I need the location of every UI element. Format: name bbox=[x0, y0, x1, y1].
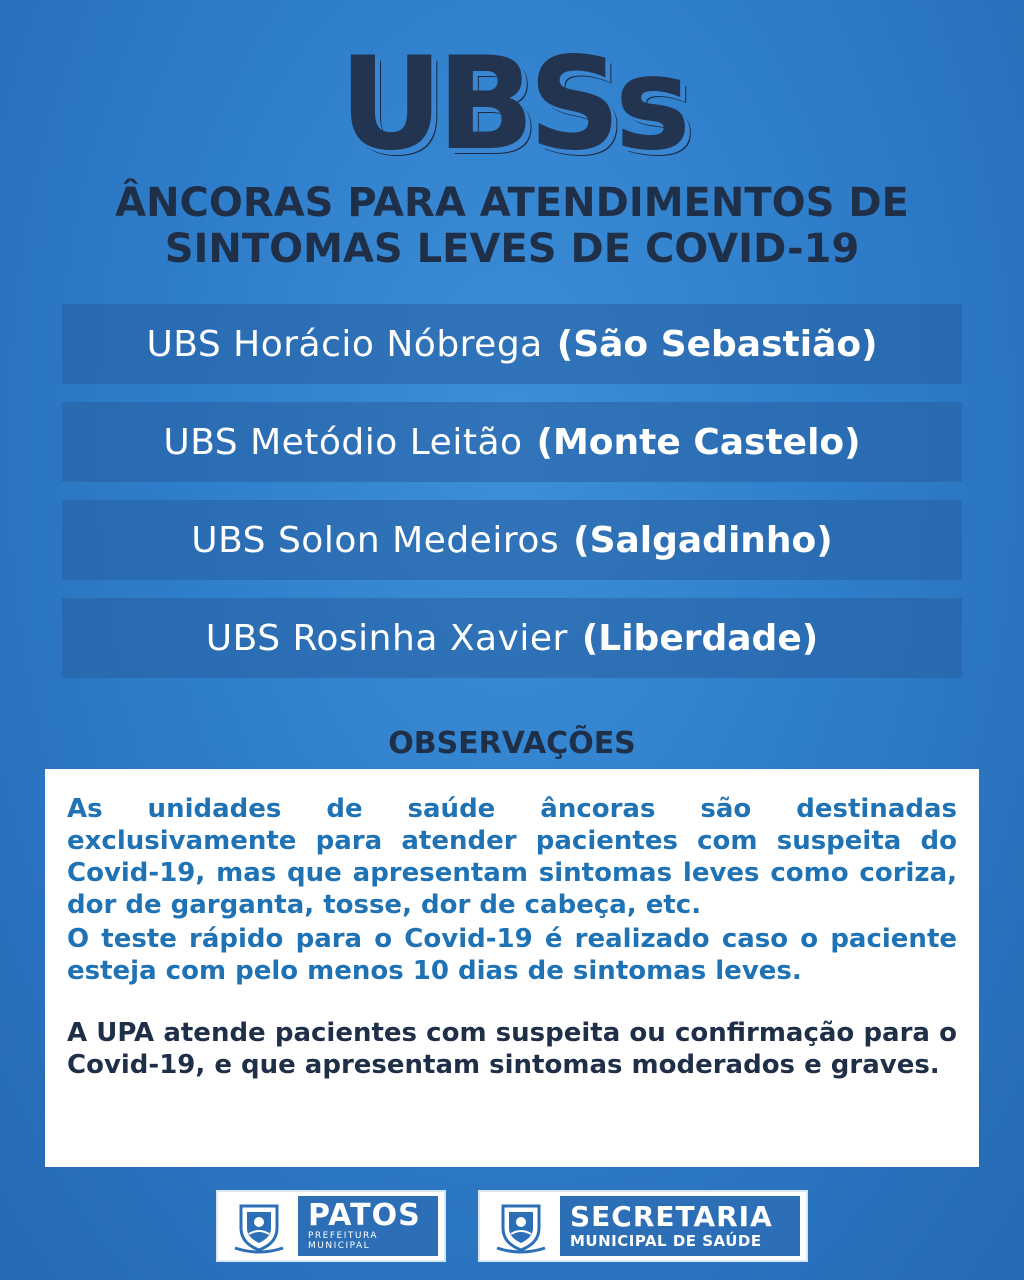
observation-paragraph-3: A UPA atende pacientes com suspeita ou confirmação para o Covid-19, e que apresentam sintomas moderados e graves. bbox=[67, 1018, 957, 1080]
secretaria-line-1: SECRETARIA bbox=[570, 1200, 773, 1233]
coat-of-arms-icon bbox=[486, 1196, 556, 1256]
patos-text bbox=[298, 1196, 438, 1256]
ubs-neighborhood: (Monte Castelo) bbox=[536, 421, 861, 463]
ubs-name: UBS Metódio Leitão bbox=[163, 421, 523, 463]
ubs-name: UBS Rosinha Xavier bbox=[205, 617, 568, 659]
ubs-neighborhood: (Salgadinho) bbox=[573, 519, 833, 561]
ubs-item bbox=[62, 304, 962, 384]
ubs-item bbox=[62, 598, 962, 678]
secretaria-line-2: MUNICIPAL DE SAÚDE bbox=[570, 1232, 762, 1250]
page-title: UBSs bbox=[339, 30, 685, 179]
coat-of-arms-icon bbox=[224, 1196, 294, 1256]
observation-paragraph-2: O teste rápido para o Covid-19 é realizado caso o paciente esteja com pelo menos 10 dias de sintomas leves. bbox=[67, 924, 957, 986]
ubs-neighborhood: (Liberdade) bbox=[581, 617, 819, 659]
patos-name: PATOS bbox=[308, 1198, 421, 1233]
ubs-name: UBS Horácio Nóbrega bbox=[146, 323, 543, 365]
subtitle-line-1: ÂNCORAS PARA ATENDIMENTOS DE bbox=[115, 180, 909, 226]
subtitle bbox=[0, 180, 1024, 272]
observations-title: OBSERVAÇÕES bbox=[388, 726, 636, 761]
patos-subtitle: PREFEITURA MUNICIPAL bbox=[308, 1231, 379, 1251]
ubs-item bbox=[62, 402, 962, 482]
observations-box bbox=[45, 769, 979, 1167]
observation-paragraph-1: As unidades de saúde âncoras são destinadas exclusivamente para atender pacientes com suspeita do Covid-19, mas que apresentam sintomas leves como coriza, dor de garganta, tosse, dor de cabeça, etc. bbox=[67, 794, 957, 920]
patos-logo bbox=[218, 1192, 444, 1260]
ubs-item bbox=[62, 500, 962, 580]
secretaria-logo bbox=[480, 1192, 806, 1260]
ubs-neighborhood: (São Sebastião) bbox=[556, 323, 878, 365]
ubs-name: UBS Solon Medeiros bbox=[191, 519, 560, 561]
secretaria-text bbox=[560, 1196, 800, 1256]
subtitle-line-2: SINTOMAS LEVES DE COVID-19 bbox=[164, 226, 860, 272]
